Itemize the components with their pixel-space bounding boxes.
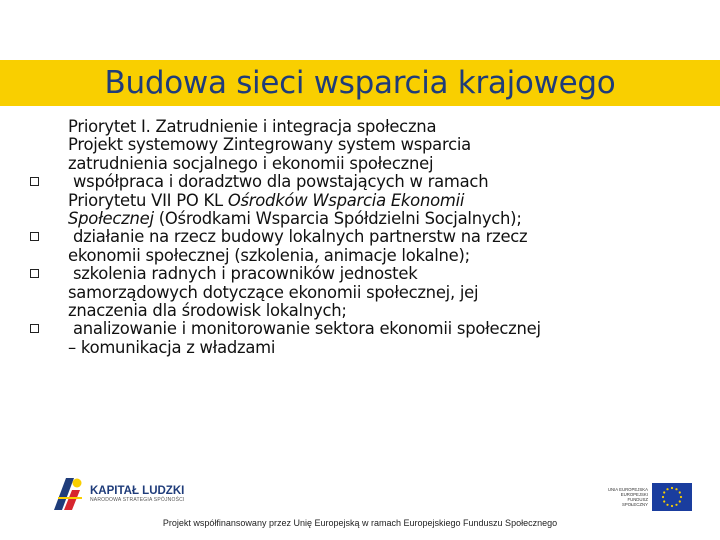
- hollow-square-icon: [30, 269, 39, 278]
- slide-title: Budowa sieci wsparcia krajowego: [104, 65, 616, 101]
- logo-title: KAPITAŁ LUDZKI: [90, 484, 185, 497]
- hollow-square-icon: [30, 232, 39, 241]
- bullet-3-line-3: znaczenia dla środowisk lokalnych;: [68, 301, 347, 321]
- logo-subtitle: NARODOWA STRATEGIA SPÓJNOŚCI: [90, 496, 185, 503]
- bullet-4-line-1: analizowanie i monitorowanie sektora ekonomii społecznej: [73, 319, 541, 339]
- bullet-4-line-2: – komunikacja z władzami: [68, 337, 276, 357]
- bullet-item-3: [14, 265, 704, 320]
- eu-flag-icon: [652, 483, 692, 511]
- bullet-3-line-1: szkolenia radnych i pracowników jednostek: [73, 264, 418, 284]
- project-line-2: zatrudnienia socjalnego i ekonomii społecznej: [68, 153, 434, 173]
- footer-caption: Projekt współfinansowany przez Unię Europejską w ramach Europejskiego Funduszu Społecznego: [162, 518, 558, 528]
- bullet-2-line-1: działanie na rzecz budowy lokalnych partnerstw na rzecz: [73, 227, 528, 247]
- project-line-1: Projekt systemowy Zintegrowany system wsparcia: [68, 135, 471, 155]
- title-bar: [0, 60, 720, 106]
- bullet-1-line-3-italic: Społecznej: [68, 209, 154, 229]
- priority-line: Priorytet I. Zatrudnienie i integracja społeczna: [68, 117, 437, 136]
- bullet-item-1: [14, 173, 704, 228]
- bullet-item-2: [14, 228, 704, 265]
- kapital-ludzki-logo-icon: [52, 476, 84, 512]
- hollow-square-icon: [30, 177, 39, 186]
- bullet-1-line-2-italic: Ośrodków Wsparcia Ekonomii: [227, 190, 465, 210]
- bullet-2-line-2: ekonomii społecznej (szkolenia, animacje lokalne);: [68, 245, 470, 265]
- hollow-square-icon: [30, 324, 39, 333]
- eu-text-line-3: FUNDUSZ SPOŁECZNY: [621, 497, 648, 507]
- kapital-ludzki-logo: [52, 476, 185, 512]
- bullet-1-line-1: współpraca i doradztwo dla powstających w ramach: [73, 172, 489, 192]
- bullet-item-4: [14, 320, 704, 357]
- slide-content: [14, 118, 704, 357]
- bullet-3-line-2: samorządowych dotyczące ekonomii społecznej, jej: [68, 282, 479, 302]
- bullet-1-line-3-post: (Ośrodkami Wsparcia Spółdzielni Socjalnych);: [153, 209, 522, 229]
- eu-logo: [602, 483, 692, 511]
- eu-text-line-1: UNIA EUROPEJSKA: [607, 487, 648, 492]
- eu-text-line-2: EUROPEJSKI: [620, 492, 648, 497]
- bullet-1-line-2-pre: Priorytetu VII PO KL: [68, 190, 228, 210]
